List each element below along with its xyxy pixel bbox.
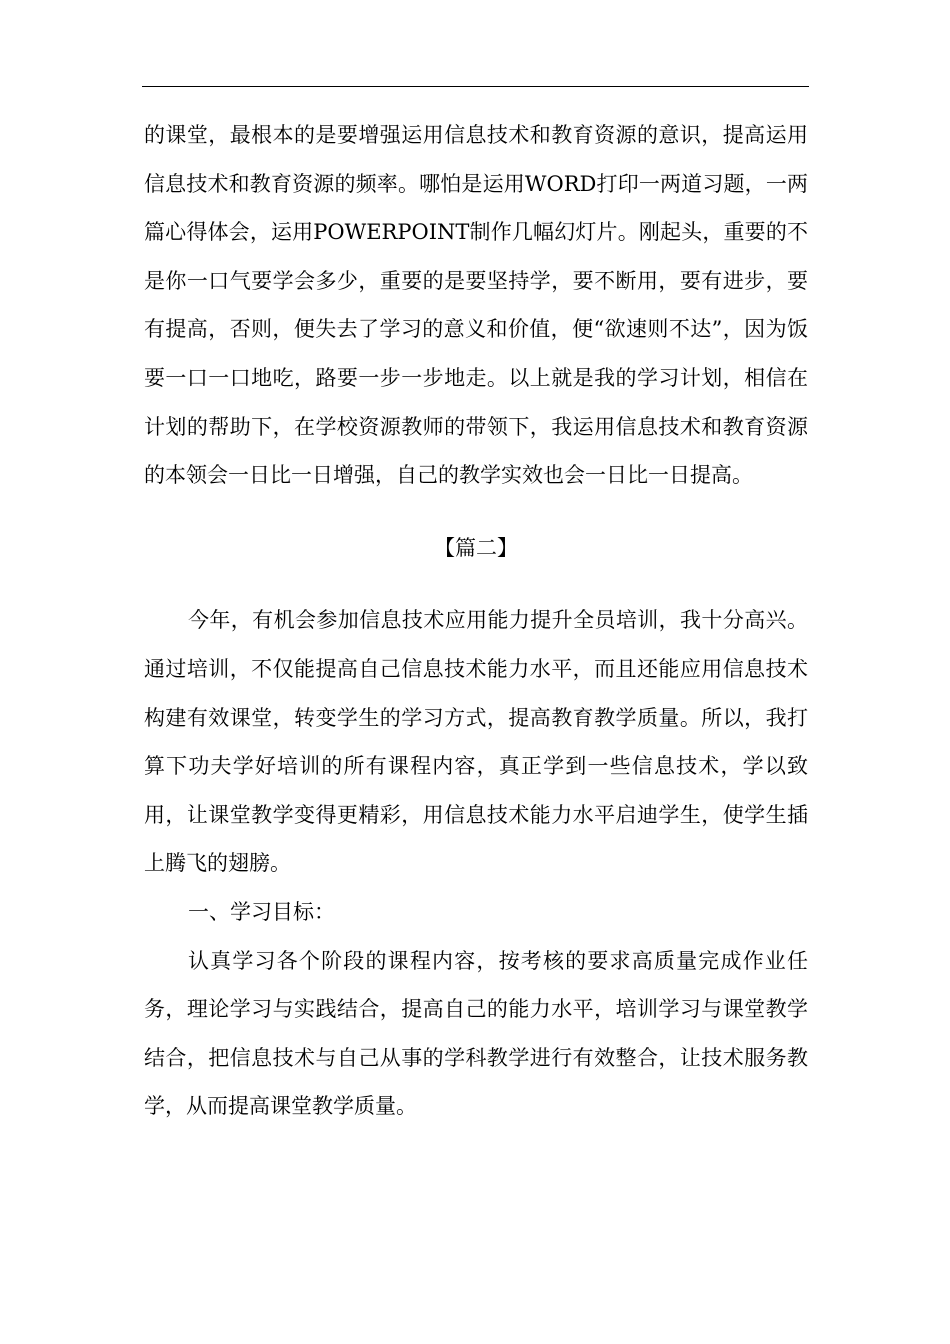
paragraph-learning-goals: 认真学习各个阶段的课程内容，按考核的要求高质量完成作业任务，理论学习与实践结合，提高自己的能力水平，培训学习与课堂教学结合，把信息技术与自己从事的学科教学进行有效整合，让技术服务教学，从而提高课堂教学质量。 [144,948,808,1119]
paragraph-continuation: 的课堂，最根本的是要增强运用信息技术和教育资源的意识，提高运用信息技术和教育资源的频率。哪怕是运用WORD打印一两道习题，一两篇心得体会，运用POWERPOINT制作几幅幻灯片。刚起头，重要的不是你一口气要学会多少，重要的是要坚持学，要不断用，要有进步，要有提高，否则，便失去了学习的意义和价值，便“欲速则不达”，因为饭要一口一口地吃，路要一步一步地走。以上就是我的学习计划，相信在计划的帮助下，在学校资源教师的带领下，我运用信息技术和教育资源的本领会一日比一日增强，自己的教学实效也会一日比一日提高。 [144,123,808,488]
page-body [144,111,808,1131]
section-heading: 【篇二】 [434,535,518,560]
header-rule [142,86,809,87]
spacer [144,572,808,596]
subheading-learning-goals: 一、学习目标： [188,899,335,924]
spacer [144,500,808,524]
paragraph-intro: 今年，有机会参加信息技术应用能力提升全员培训，我十分高兴。通过培训，不仅能提高自己信息技术能力水平，而且还能应用信息技术构建有效课堂，转变学生的学习方式，提高教育教学质量。所以，我打算下功夫学好培训的所有课程内容，真正学到一些信息技术，学以致用，让课堂教学变得更精彩，用信息技术能力水平启迪学生，使学生插上腾飞的翅膀。 [144,608,808,876]
